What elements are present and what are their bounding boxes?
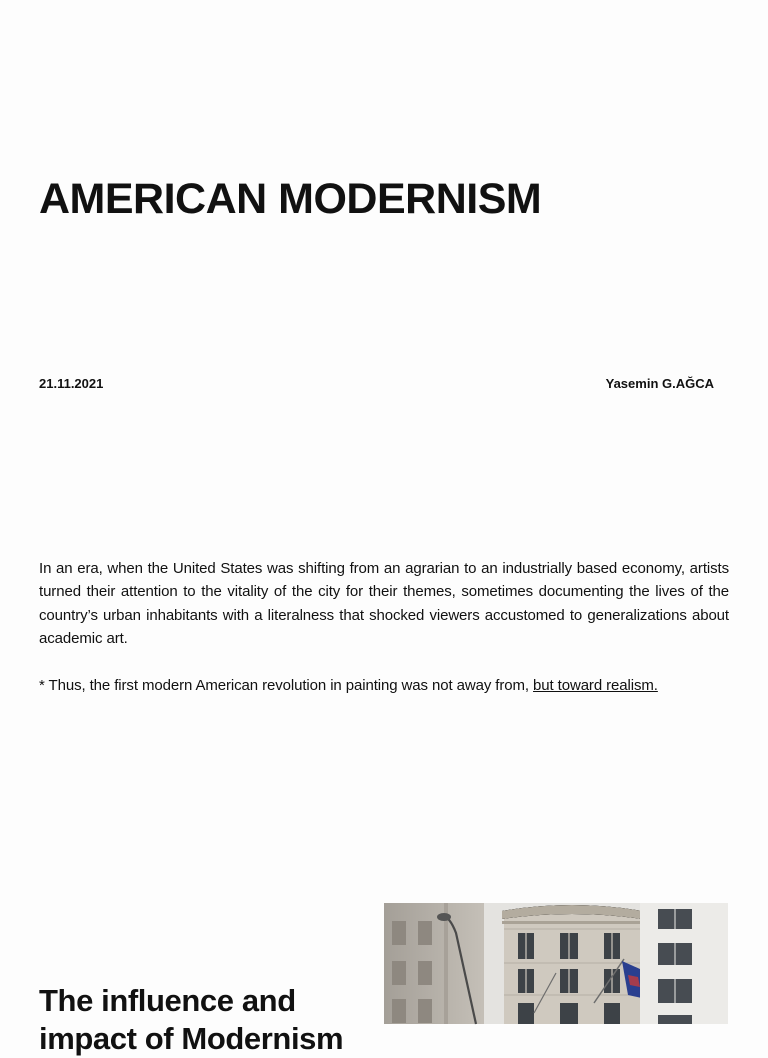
- intro-paragraph: In an era, when the United States was shifting from an agrarian to an industrially based economy, artists turned their attention to the vitality of the city for their themes, sometimes documenting the lives of the country’s urban inhabitants with a literalness that shocked viewers accustomed to generalizations about academic art.: [39, 560, 729, 647]
- publication-date: 21.11.2021: [39, 376, 104, 391]
- realism-note-emphasis: but toward realism.: [533, 677, 658, 694]
- realism-note-prefix: * Thus, the first modern American revolution in painting was not away from,: [39, 677, 534, 694]
- section-heading: The influence and impact of Modernism: [39, 983, 344, 1056]
- page-title: AMERICAN MODERNISM: [39, 175, 542, 223]
- author-name: Yasemin G.AĞCA: [605, 376, 714, 391]
- building-photo: [384, 903, 728, 1024]
- realism-note: [39, 675, 739, 697]
